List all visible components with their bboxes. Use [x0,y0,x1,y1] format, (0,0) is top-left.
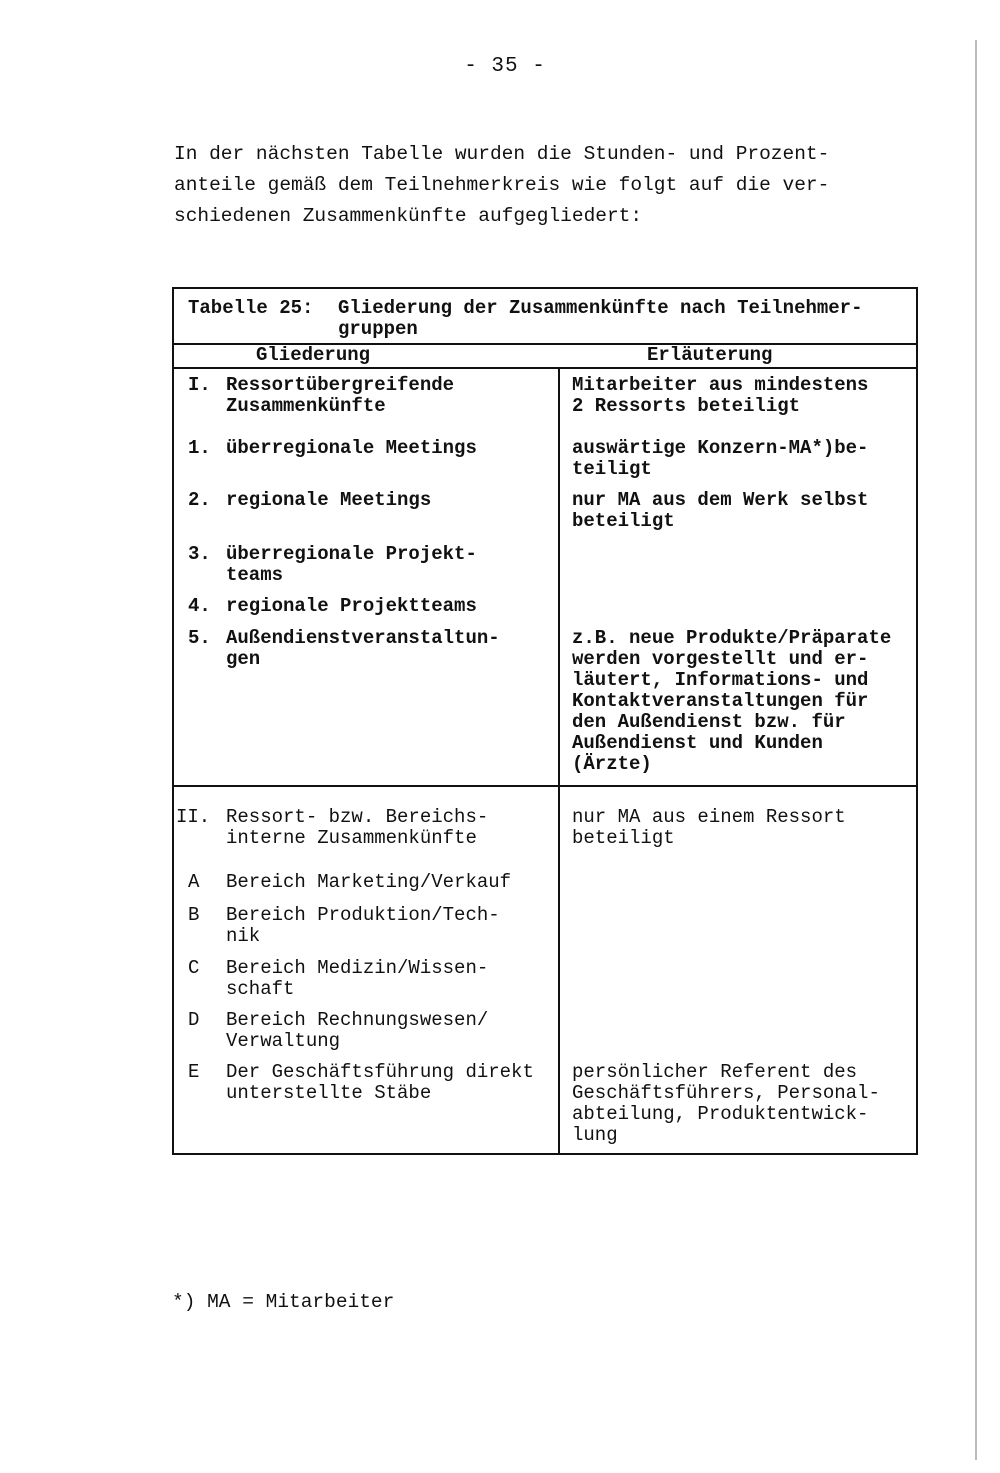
table-row: B Bereich Produktion/Tech- nik [188,904,500,947]
scan-edge-shadow [975,40,977,1460]
table-row: A Bereich Marketing/Verkauf [188,871,512,893]
page-number: - 35 - [464,55,546,78]
header-rule-bottom [174,367,916,369]
section-two-heading: II. Ressort- bzw. Bereichs- interne Zusammenkünfte [176,806,489,849]
section-divider [174,785,916,787]
table-row: 1. überregionale Meetings [188,437,477,459]
table-title: Gliederung der Zusammenkünfte nach Teilnehmer- [338,297,863,319]
section-one-explanation: Mitarbeiter aus mindestens 2 Ressorts beteiligt [572,374,869,417]
column-divider [558,369,560,1155]
section-one-heading: I. Ressortübergreifende Zusammenkünfte [188,374,455,417]
table-row: E Der Geschäftsführung direkt unterstellte Stäbe [188,1061,534,1104]
table-row: 3. überregionale Projekt- teams [188,543,477,586]
table-title-continuation: gruppen [338,318,418,340]
table-row: 5. Außendienstveranstaltun- gen [188,627,500,670]
table-row: 2. regionale Meetings [188,489,432,511]
table-row: 4. regionale Projektteams [188,595,477,617]
row-explanation: auswärtige Konzern-MA*)be- teiligt [572,437,869,480]
table-row: D Bereich Rechnungswesen/ Verwaltung [188,1009,489,1052]
row-explanation: nur MA aus dem Werk selbst beteiligt [572,489,869,532]
intro-paragraph [174,139,864,232]
row-explanation: z.B. neue Produkte/Präparate werden vorgestellt und er- läutert, Informations- und Kontaktveranstaltungen für den Außendienst bzw. für Außendienst und Kunden (Ärzte) [572,627,892,775]
row-explanation: persönlicher Referent des Geschäftsführers, Personal- abteilung, Produktentwick- lung [572,1061,880,1146]
classification-table [172,287,918,1155]
table-label: Tabelle 25: [188,297,314,319]
column-header-gliederung: Gliederung [256,344,371,366]
intro-line: anteile gemäß dem Teilnehmerkreis wie folgt auf die ver- [174,174,830,196]
footnote: *) MA = Mitarbeiter [172,1291,395,1313]
intro-line: schiedenen Zusammenkünfte aufgegliedert: [174,205,643,227]
table-caption [188,298,863,340]
table-row: C Bereich Medizin/Wissen- schaft [188,957,489,1000]
intro-line: In der nächsten Tabelle wurden die Stunden- und Prozent- [174,143,830,165]
section-two-explanation: nur MA aus einem Ressort beteiligt [572,806,846,849]
column-header-erlaeuterung: Erläuterung [647,344,773,366]
